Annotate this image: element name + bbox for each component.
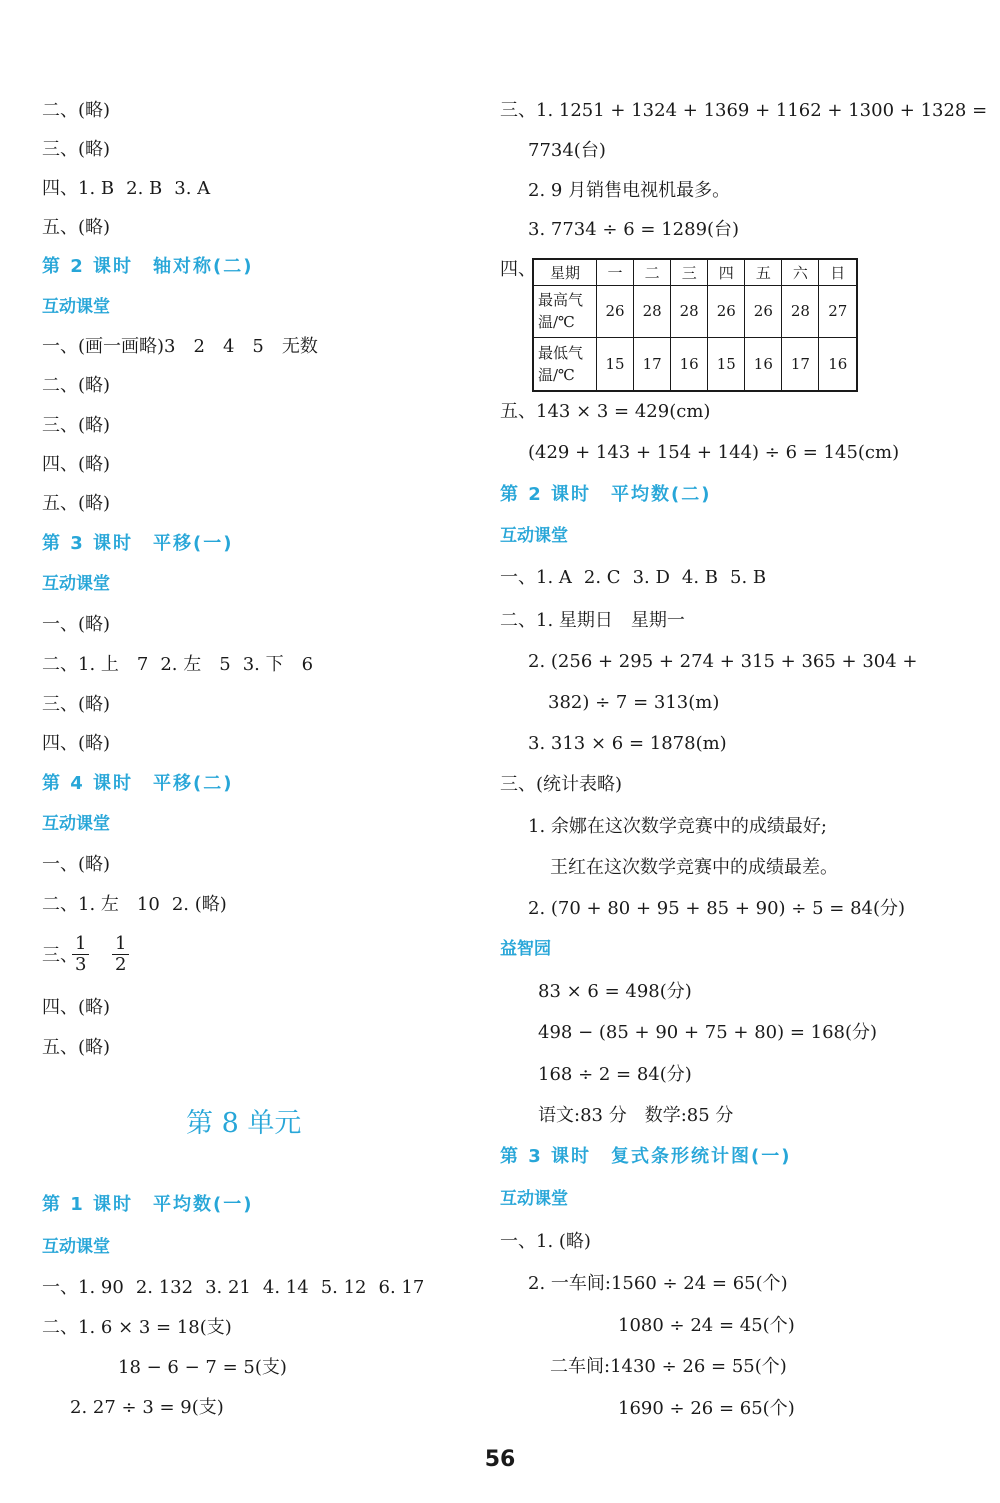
answer-line: 二车间:1430 ÷ 26 = 55(个) — [550, 1356, 787, 1377]
answer-line: 王红在这次数学竞赛中的成绩最差。 — [550, 857, 838, 878]
section-heading: 互动课堂 — [42, 814, 110, 834]
table-cell: 17 — [782, 338, 819, 391]
answer-line: 五、(略) — [42, 217, 111, 238]
answer-line: 2. 9 月销售电视机最多。 — [528, 180, 731, 201]
answer-line: 四、(略) — [42, 733, 111, 754]
answer-line: 18 − 6 − 7 = 5(支) — [118, 1357, 287, 1378]
answer-line: 2. 一车间:1560 ÷ 24 = 65(个) — [528, 1273, 788, 1294]
answer-line: 382) ÷ 7 = 313(m) — [548, 692, 720, 713]
answer-line: 2. (256 + 295 + 274 + 315 + 365 + 304 + — [528, 651, 918, 672]
table-row — [533, 285, 857, 338]
answer-line: 一、1. (略) — [500, 1231, 591, 1252]
answer-line: 1690 ÷ 26 = 65(个) — [618, 1398, 795, 1419]
table-cell: 28 — [634, 285, 671, 338]
answer-line: 1080 ÷ 24 = 45(个) — [618, 1315, 795, 1336]
answer-line: 一、(略) — [42, 614, 111, 635]
answer-line: 四、(略) — [42, 997, 111, 1018]
table-cell: 28 — [671, 285, 708, 338]
section-heading: 互动课堂 — [500, 526, 568, 546]
table-row — [533, 338, 857, 391]
table-header-cell: 一 — [597, 259, 634, 285]
answer-line: 498 − (85 + 90 + 75 + 80) = 168(分) — [538, 1022, 878, 1043]
row-label-high: 最高气温/℃ — [533, 285, 597, 338]
answer-line: 三、(略) — [42, 139, 111, 160]
table-header-cell: 六 — [782, 259, 819, 285]
answer-line: 二、(略) — [42, 375, 111, 396]
answer-line: 五、(略) — [42, 1037, 111, 1058]
answer-line: 一、(略) — [42, 854, 111, 875]
answer-line: 3. 313 × 6 = 1878(m) — [528, 733, 727, 754]
answer-line: 7734(台) — [528, 140, 606, 161]
table-cell: 16 — [671, 338, 708, 391]
fraction-denominator: 2 — [115, 954, 127, 975]
table-header-cell: 四 — [708, 259, 745, 285]
table-header-cell: 日 — [819, 259, 857, 285]
answer-line: 三、(统计表略) — [500, 774, 623, 795]
answer-line: 2. 27 ÷ 3 = 9(支) — [70, 1397, 224, 1418]
section-heading: 互动课堂 — [42, 574, 110, 594]
answer-line: 三、1. 1251 + 1324 + 1369 + 1162 + 1300 + 1328 = — [500, 100, 988, 121]
row-label-low: 最低气温/℃ — [533, 338, 597, 391]
lesson-heading: 第 3 课时 复式条形统计图(一) — [500, 1146, 792, 1167]
section-heading: 互动课堂 — [500, 1189, 568, 1209]
answer-line: 1. 余娜在这次数学竞赛中的成绩最好; — [528, 816, 827, 837]
table-header-cell: 三 — [671, 259, 708, 285]
answer-line: 五、(略) — [42, 493, 111, 514]
answer-line: 83 × 6 = 498(分) — [538, 981, 692, 1002]
table-cell: 26 — [708, 285, 745, 338]
fraction-numerator: 1 — [72, 934, 89, 955]
fraction — [72, 934, 89, 975]
temperature-table — [532, 258, 858, 392]
unit-title: 第 8 单元 — [186, 1108, 302, 1139]
answer-line: 一、(画一画略)3 2 4 5 无数 — [42, 336, 318, 357]
answer-line: 一、1. 90 2. 132 3. 21 4. 14 5. 12 6. 17 — [42, 1277, 425, 1298]
table-cell: 16 — [745, 338, 782, 391]
table-cell: 26 — [745, 285, 782, 338]
answer-line: 五、143 × 3 = 429(cm) — [500, 401, 711, 422]
section-heading: 益智园 — [500, 939, 551, 959]
answer-line: 四、(略) — [42, 454, 111, 475]
section-heading: 互动课堂 — [42, 1237, 110, 1257]
page-number: 56 — [484, 1447, 516, 1472]
table-header-row — [533, 259, 857, 285]
answer-line: 一、1. A 2. C 3. D 4. B 5. B — [500, 567, 767, 588]
answer-line: 三、(略) — [42, 694, 111, 715]
lesson-heading: 第 2 课时 平均数(二) — [500, 484, 712, 505]
answer-line: 三、(略) — [42, 415, 111, 436]
table-header-cell: 二 — [634, 259, 671, 285]
answer-line: 语文:83 分 数学:85 分 — [538, 1105, 734, 1126]
fraction — [112, 934, 129, 975]
answer-line: 四、1. B 2. B 3. A — [42, 178, 211, 199]
section-heading: 互动课堂 — [42, 297, 110, 317]
table-cell: 26 — [597, 285, 634, 338]
table-cell: 27 — [819, 285, 857, 338]
table-cell: 28 — [782, 285, 819, 338]
fraction-numerator: 1 — [112, 934, 129, 955]
table-cell: 16 — [819, 338, 857, 391]
answer-line: (429 + 143 + 154 + 144) ÷ 6 = 145(cm) — [528, 442, 900, 463]
answer-line: 3. 7734 ÷ 6 = 1289(台) — [528, 219, 740, 240]
answer-line: 二、1. 星期日 星期一 — [500, 610, 685, 631]
table-cell: 17 — [634, 338, 671, 391]
answer-line: 168 ÷ 2 = 84(分) — [538, 1064, 692, 1085]
answer-line: 二、1. 上 7 2. 左 5 3. 下 6 — [42, 654, 314, 675]
table-header-cell: 五 — [745, 259, 782, 285]
answer-line: 二、1. 左 10 2. (略) — [42, 894, 227, 915]
lesson-heading: 第 3 课时 平移(一) — [42, 533, 234, 554]
table-label: 四、 — [500, 259, 536, 280]
fraction-denominator: 3 — [75, 954, 87, 975]
lesson-heading: 第 4 课时 平移(二) — [42, 773, 234, 794]
table-cell: 15 — [597, 338, 634, 391]
lesson-heading: 第 2 课时 轴对称(二) — [42, 256, 254, 277]
answer-line: 2. (70 + 80 + 95 + 85 + 90) ÷ 5 = 84(分) — [528, 898, 906, 919]
answer-line: 二、1. 6 × 3 = 18(支) — [42, 1317, 232, 1338]
answer-line: 三、 — [42, 945, 78, 966]
lesson-heading: 第 1 课时 平均数(一) — [42, 1194, 254, 1215]
table-cell: 15 — [708, 338, 745, 391]
table-header-cell: 星期 — [533, 259, 597, 285]
answer-line: 二、(略) — [42, 100, 111, 121]
